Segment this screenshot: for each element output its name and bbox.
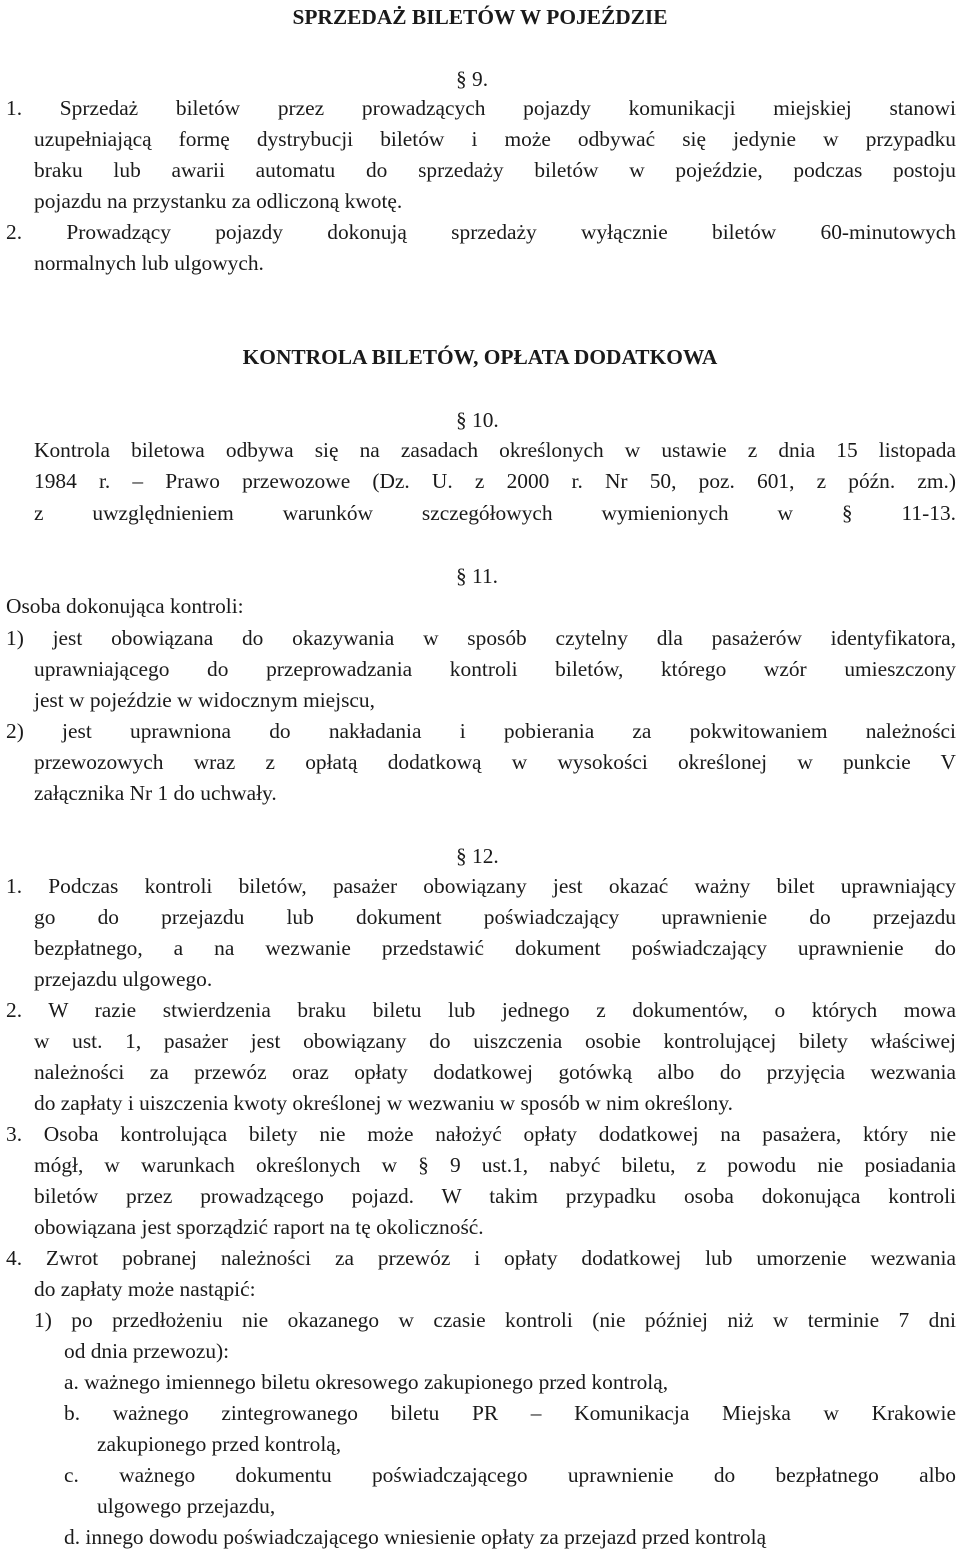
s12-para1-line4: przejazdu ulgowego. [34, 967, 213, 991]
s12-para2-line2: w ust. 1, pasażer jest obowiązany do uiszczenia osobie kontrolującej bilety właściwej [34, 1029, 956, 1053]
s11-item1-line1: 1) jest obowiązana do okazywania w sposób czytelny dla pasażerów identyfikatora, [6, 626, 956, 650]
s12-para4-line2: do zapłaty może nastąpić: [34, 1277, 256, 1301]
s11-item1-line3: jest w pojeździe w widocznym miejscu, [34, 688, 375, 712]
s9-para1-line2: uzupełniającą formę dystrybucji biletów i może odbywać się jedynie w przypadku [34, 127, 956, 151]
s12-para3-line1: 3. Osoba kontrolująca bilety nie może nałożyć opłaty dodatkowej na pasażera, który nie [6, 1122, 956, 1146]
s12-item-d: d. innego dowodu poświadczającego wniesienie opłaty za przejazd przed kontrolą [64, 1525, 767, 1549]
s10-line1: Kontrola biletowa odbywa się na zasadach określonych w ustawie z dnia 15 listopada [34, 438, 956, 462]
s12-para2-line4: do zapłaty i uiszczenia kwoty określonej w wezwaniu w sposób w nim określony. [34, 1091, 733, 1115]
heading-ticket-sales: SPRZEDAŻ BILETÓW W POJEŹDZIE [292, 5, 668, 29]
s11-item2-line3: załącznika Nr 1 do uchwały. [34, 781, 277, 805]
s9-para1-line1: 1. Sprzedaż biletów przez prowadzących pojazdy komunikacji miejskiej stanowi [6, 96, 956, 120]
s12-para4-item1-line1: 1) po przedłożeniu nie okazanego w czasie kontroli (nie później niż w terminie 7 dni [34, 1308, 956, 1332]
section-9-number: § 9. [456, 67, 489, 91]
s12-para2-line3: należności za przewóz oraz opłaty dodatkowej gotówką albo do przyjęcia wezwania [34, 1060, 956, 1084]
s12-para4-line1: 4. Zwrot pobranej należności za przewóz i opłaty dodatkowej lub umorzenie wezwania [6, 1246, 956, 1270]
s9-para2-line2: normalnych lub ulgowych. [34, 251, 264, 275]
s12-item-b-line2: zakupionego przed kontrolą, [97, 1432, 342, 1456]
s11-item2-line1: 2) jest uprawniona do nakładania i pobierania za pokwitowaniem należności [6, 719, 956, 743]
s12-item-c-line1: c. ważnego dokumentu poświadczającego uprawnienie do bezpłatnego albo [64, 1463, 956, 1487]
section-10-number: § 10. [456, 408, 499, 432]
s12-item-c-line2: ulgowego przejazdu, [97, 1494, 276, 1518]
s12-para1-line2: go do przejazdu lub dokument poświadczający uprawnienie do przejazdu [34, 905, 956, 929]
section-12-number: § 12. [456, 844, 499, 868]
s12-para3-line4: obowiązana jest sporządzić raport na tę okoliczność. [34, 1215, 484, 1239]
s11-item2-line2: przewozowych wraz z opłatą dodatkową w wysokości określonej w punkcie V [34, 750, 956, 774]
s12-para3-line3: biletów przez prowadzącego pojazd. W takim przypadku osoba dokonująca kontroli [34, 1184, 956, 1208]
s9-para1-line3: braku lub awarii automatu do sprzedaży biletów w pojeździe, podczas postoju [34, 158, 956, 182]
s10-line2: 1984 r. – Prawo przewozowe (Dz. U. z 2000 r. Nr 50, poz. 601, z późn. zm.) [34, 469, 956, 493]
s9-para1-line4: pojazdu na przystanku za odliczoną kwotę. [34, 189, 403, 213]
s9-para2-line1: 2. Prowadzący pojazdy dokonują sprzedaży wyłącznie biletów 60-minutowych [6, 220, 956, 244]
heading-ticket-control: KONTROLA BILETÓW, OPŁATA DODATKOWA [242, 345, 718, 369]
s11-item1-line2: uprawniającego do przeprowadzania kontroli biletów, którego wzór umieszczony [34, 657, 956, 681]
s12-item-a: a. ważnego imiennego biletu okresowego zakupionego przed kontrolą, [64, 1370, 669, 1394]
s11-intro: Osoba dokonująca kontroli: [6, 594, 244, 618]
section-11-number: § 11. [456, 564, 498, 588]
s12-item-b-line1: b. ważnego zintegrowanego biletu PR – Komunikacja Miejska w Krakowie [64, 1401, 956, 1425]
s12-para3-line2: mógł, w warunkach określonych w § 9 ust.1, nabyć biletu, z powodu nie posiadania [34, 1153, 956, 1177]
s12-para2-line1: 2. W razie stwierdzenia braku biletu lub jednego z dokumentów, o których mowa [6, 998, 956, 1022]
s12-para1-line1: 1. Podczas kontroli biletów, pasażer obowiązany jest okazać ważny bilet uprawniający [6, 874, 956, 898]
s12-para4-item1-line2: od dnia przewozu): [64, 1339, 230, 1363]
s12-para1-line3: bezpłatnego, a na wezwanie przedstawić dokument poświadczający uprawnienie do [34, 936, 956, 960]
s10-line3: z uwzględnieniem warunków szczegółowych wymienionych w § 11-13. [34, 501, 956, 525]
